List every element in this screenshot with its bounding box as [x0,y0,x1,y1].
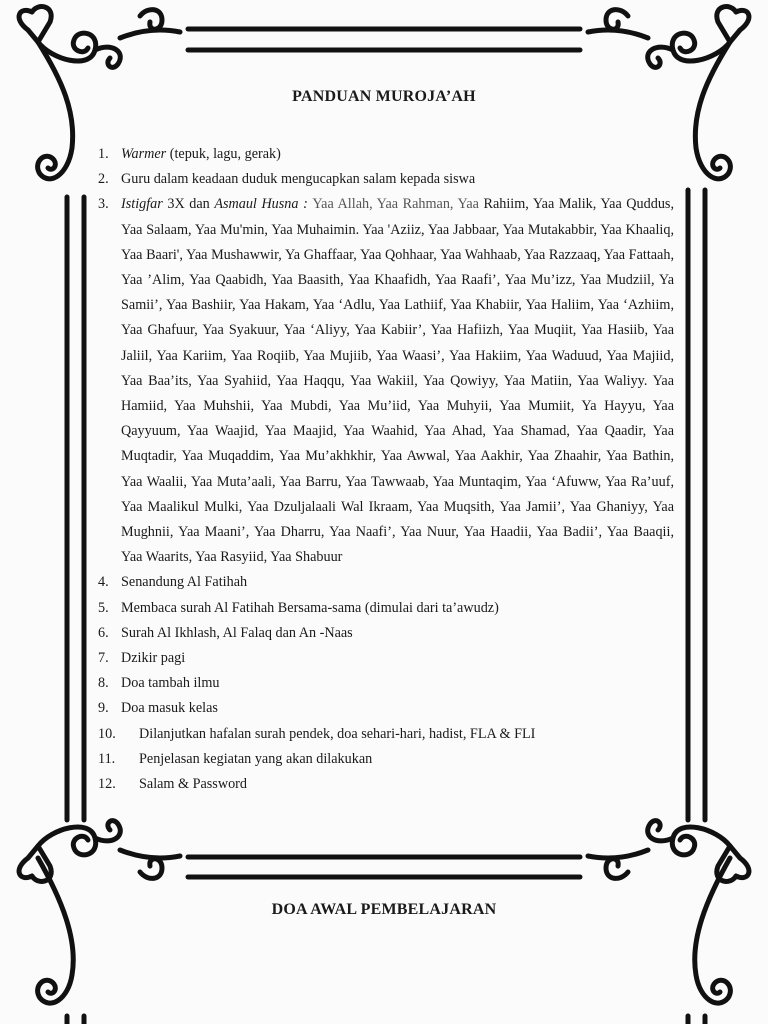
step-lead-text: Yaa Allah, Yaa Rahman, Yaa [312,196,479,213]
step-italic-term: Warmer [121,146,167,162]
list-item [98,142,674,167]
list-item [98,646,674,671]
list-item [98,621,674,646]
step-separator: : [298,196,313,213]
list-item [98,167,674,192]
step-number: 4. [98,574,109,591]
top-double-rule [188,29,580,50]
steps-list [98,142,674,797]
step-text: 3X dan [162,196,215,213]
step-number: 12. [98,776,116,793]
step-number: 3. [98,196,109,213]
step-number: 2. [98,171,109,188]
page-title: PANDUAN MUROJA’AH [292,88,476,105]
step-italic-term: Istigfar [121,196,163,213]
list-item [98,722,674,747]
step-number: 11. [98,750,116,767]
bottom-edge-rule-stubs [67,1016,705,1024]
step-text: Surah Al Ikhlash, Al Falaq dan An -Naas [121,624,353,641]
middle-double-rule [188,857,580,877]
list-item [98,747,674,772]
step-text: Guru dalam keadaan duduk mengucapkan salam kepada siswa [121,171,476,188]
step-text: (tepuk, lagu, gerak) [166,146,281,162]
step-text: Salam & Password [139,776,247,793]
step-number: 5. [98,599,109,616]
asmaul-husna-text: Rahiim, Yaa Malik, Yaa Quddus, Yaa Salaam, Yaa Mu'min, Yaa Muhaimin. Yaa 'Aziiz, Yaa Jabbaar, Yaa Mutakabbir, Yaa Khaaliq, Yaa Baari', Yaa Mushawwir, Ya Ghaffaar, Yaa Qohhaar, Yaa Wahhaab, Yaa Razzaaq, Yaa Fattaah, Yaa ’Alim, Yaa Qaabidh, Yaa Baasith, Yaa Khaafidh, Yaa Raafi’, Yaa Mu’izz, Yaa Mudziil, Ya Samii’, Yaa Bashiir, Yaa Hakam, Yaa ‘Adlu, Yaa Lathiif, Yaa Khabiir, Yaa Haliim, Yaa ‘Azhiim, Yaa Ghafuur, Yaa Syakuur, Yaa ‘Aliyy, Yaa Kabiir’, Yaa Hafiizh, Yaa Muqiit, Yaa Hasiib, Yaa Jaliil, Yaa Kariim, Yaa Roqiib, Yaa Mujiib, Yaa Waasi’, Yaa Hakiim, Yaa Waduud, Yaa Majiid, Yaa Baa’its, Yaa Syahiid, Yaa Haqqu, Yaa Wakiil, Yaa Qowiyy, Yaa Matiin, Yaa Waliyy. Yaa Hamiid, Yaa Muhshii, Yaa Mubdi, Yaa Mu’iid, Yaa Muhyii, Yaa Mumiit, Ya Hayyu, Yaa Qayyuum, Yaa Waajid, Yaa Maajid, Yaa Waahid, Yaa Ahad, Yaa Shamad, Yaa Qaadir, Yaa Muqtadir, Yaa Muqaddim, Yaa Mu’akhkhir, Yaa Awwal, Yaa Aakhir, Yaa Zhaahir, Yaa Bathin, Yaa Waalii, Yaa Muta’aali, Yaa Barru, Yaa Tawwaab, Yaa Muntaqim, Yaa ‘Afuww, Yaa Ra’uuf, Yaa Maalikul Mulki, Yaa Dzuljalaali Wal Ikraam, Yaa Muqsith, Yaa Jamii’, Yaa Ghaniyy, Yaa Mughnii, Yaa Maani’, Yaa Dharru, Yaa Naafi’, Yaa Nuur, Yaa Haadii, Yaa Badii’, Yaa Baaqii, Yaa Waarits, Yaa Rasyiid, Yaa Shabuur [121,196,674,566]
step-text: Dilanjutkan hafalan surah pendek, doa sehari-hari, hadist, FLA & FLI [139,725,536,742]
step-number: 7. [98,650,109,667]
list-item [98,671,674,696]
step-number: 8. [98,675,109,692]
step-text: Doa tambah ilmu [121,675,220,692]
step-number: 10. [98,725,116,742]
step-italic-term: Asmaul Husna [214,196,299,213]
step-text: Penjelasan kegiatan yang akan dilakukan [139,750,373,767]
list-item [98,696,674,721]
list-item [98,570,674,595]
right-double-rule [688,190,705,820]
step-number: 6. [98,624,109,641]
list-item [98,596,674,621]
section-heading: DOA AWAL PEMBELAJARAN [271,901,497,918]
step-text: Senandung Al Fatihah [121,574,248,591]
step-number: 1. [98,146,109,162]
step-text: Dzikir pagi [121,650,186,667]
step-text: Doa masuk kelas [121,700,218,717]
left-double-rule [67,197,84,820]
list-item [98,192,674,570]
step-number: 9. [98,700,109,717]
list-item [98,772,674,797]
step-text: Membaca surah Al Fatihah Bersama-sama (dimulai dari ta’awudz) [121,599,499,616]
